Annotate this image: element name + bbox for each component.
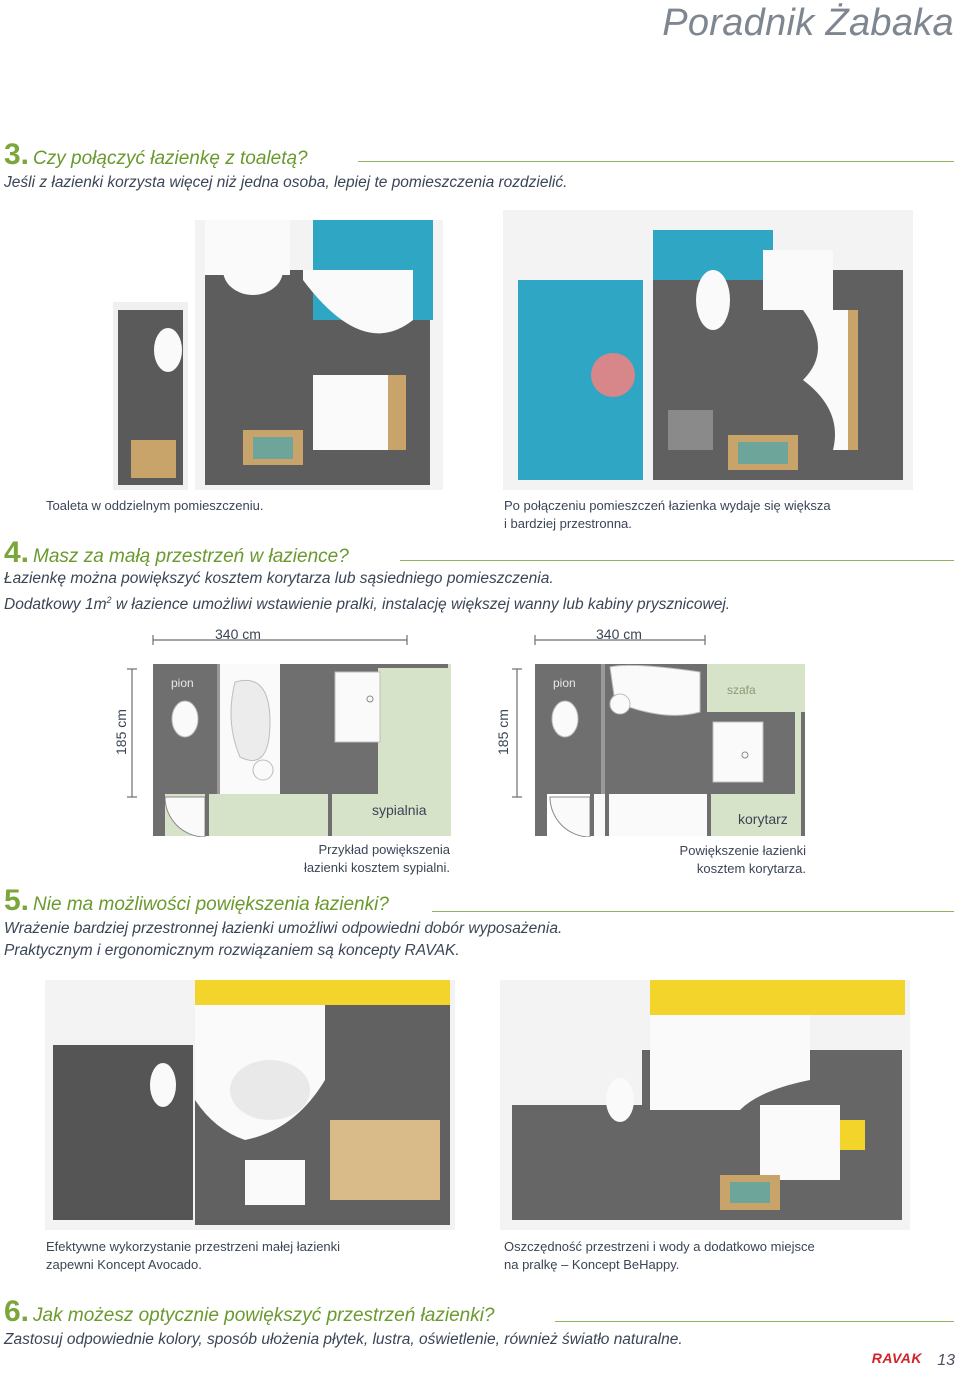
page-number: 13 xyxy=(937,1352,955,1369)
caption-bedroom-line2: łazienki kosztem sypialni. xyxy=(304,860,450,875)
plan-left-room-label: sypialnia xyxy=(372,802,427,818)
caption-bedroom-line1: Przykład powiększenia xyxy=(318,842,450,857)
section-4-intro-line1: Łazienkę można powiększyć kosztem korytarza lub sąsiedniego pomieszczenia. xyxy=(4,570,554,587)
section-5-intro-line1: Wrażenie bardziej przestronnej łazienki umożliwi odpowiedni dobór wyposażenia. xyxy=(4,920,563,937)
section-6-title: Jak możesz optycznie powiększyć przestrzeń łazienki? xyxy=(33,1305,495,1326)
section-6-heading xyxy=(4,1295,495,1329)
caption-avocado-line2: zapewni Koncept Avocado. xyxy=(46,1257,202,1272)
ravak-logo: RAVAK xyxy=(871,1350,922,1366)
section-5-title: Nie ma możliwości powiększenia łazienki? xyxy=(33,894,389,915)
plan-left-width-label: 340 cm xyxy=(215,626,261,642)
caption-separate-toilet: Toaleta w oddzielnym pomieszczeniu. xyxy=(46,498,264,513)
plan-left-pion-label: pion xyxy=(171,676,194,690)
caption-behappy-line2: na pralkę – Koncept BeHappy. xyxy=(504,1257,680,1272)
photo-concept-behappy xyxy=(500,980,910,1230)
section-3-rule xyxy=(358,161,954,162)
section-5-intro-line2: Praktycznym i ergonomicznym rozwiązaniem są koncepty RAVAK. xyxy=(4,942,460,959)
caption-bedroom-extension xyxy=(260,841,450,877)
section-3-number: 3. xyxy=(4,138,30,171)
section-6-rule xyxy=(555,1321,954,1322)
section-3-intro: Jeśli z łazienki korzysta więcej niż jedna osoba, lepiej te pomieszczenia rozdzielić. xyxy=(4,174,568,191)
floor-plan-corridor-extension xyxy=(495,622,810,837)
section-6-number: 6. xyxy=(4,1295,30,1328)
section-6-intro: Zastosuj odpowiednie kolory, sposób ułożenia płytek, lustra, oświetlenie, również światło naturalne. xyxy=(4,1331,683,1348)
section-4-intro-part2: w łazience umożliwi wstawienie pralki, instalację większej wanny lub kabiny prysznicowej. xyxy=(111,596,731,614)
photo-combined-bathroom xyxy=(503,210,913,490)
caption-corridor-line2: kosztem korytarza. xyxy=(696,861,806,876)
caption-concept-avocado xyxy=(46,1238,340,1274)
caption-corridor-line1: Powiększenie łazienki xyxy=(679,843,806,858)
caption-corridor-extension xyxy=(616,842,806,878)
section-4-title: Masz za małą przestrzeń w łazience? xyxy=(33,546,349,567)
section-3-title: Czy połączyć łazienkę z toaletą? xyxy=(33,148,308,169)
section-4-intro-superscript: 2 xyxy=(106,595,112,605)
section-4-intro-part1: Dodatkowy 1m xyxy=(4,596,107,614)
section-4-heading xyxy=(4,536,349,570)
caption-avocado-line1: Efektywne wykorzystanie przestrzeni małej łazienki xyxy=(46,1239,341,1254)
section-4-rule xyxy=(400,560,954,561)
caption-concept-behappy xyxy=(504,1238,815,1274)
plan-right-room-label: korytarz xyxy=(738,811,788,827)
section-5-rule xyxy=(432,911,954,912)
section-5-number: 5. xyxy=(4,884,30,917)
section-3-heading xyxy=(4,138,308,172)
photo-concept-avocado xyxy=(45,980,455,1230)
section-5-heading xyxy=(4,884,389,918)
caption-behappy-line1: Oszczędność przestrzeni i wody a dodatkowo miejsce xyxy=(504,1239,815,1254)
page-header-title: Poradnik Żabaka xyxy=(662,2,954,44)
plan-right-width-label: 340 cm xyxy=(596,626,642,642)
plan-left-height-label: 185 cm xyxy=(113,709,129,755)
plan-right-height-label: 185 cm xyxy=(495,709,511,755)
caption-combined-bathroom xyxy=(504,497,831,533)
caption-combined-line1: Po połączeniu pomieszczeń łazienka wydaje się większa xyxy=(504,498,831,513)
plan-right-closet-label: szafa xyxy=(727,683,756,697)
plan-right-pion-label: pion xyxy=(553,676,576,690)
caption-combined-line2: i bardziej przestronna. xyxy=(504,516,632,531)
section-4-number: 4. xyxy=(4,536,30,569)
photo-separate-toilet-and-bathroom xyxy=(113,210,443,490)
section-4-intro-line2 xyxy=(4,590,730,615)
